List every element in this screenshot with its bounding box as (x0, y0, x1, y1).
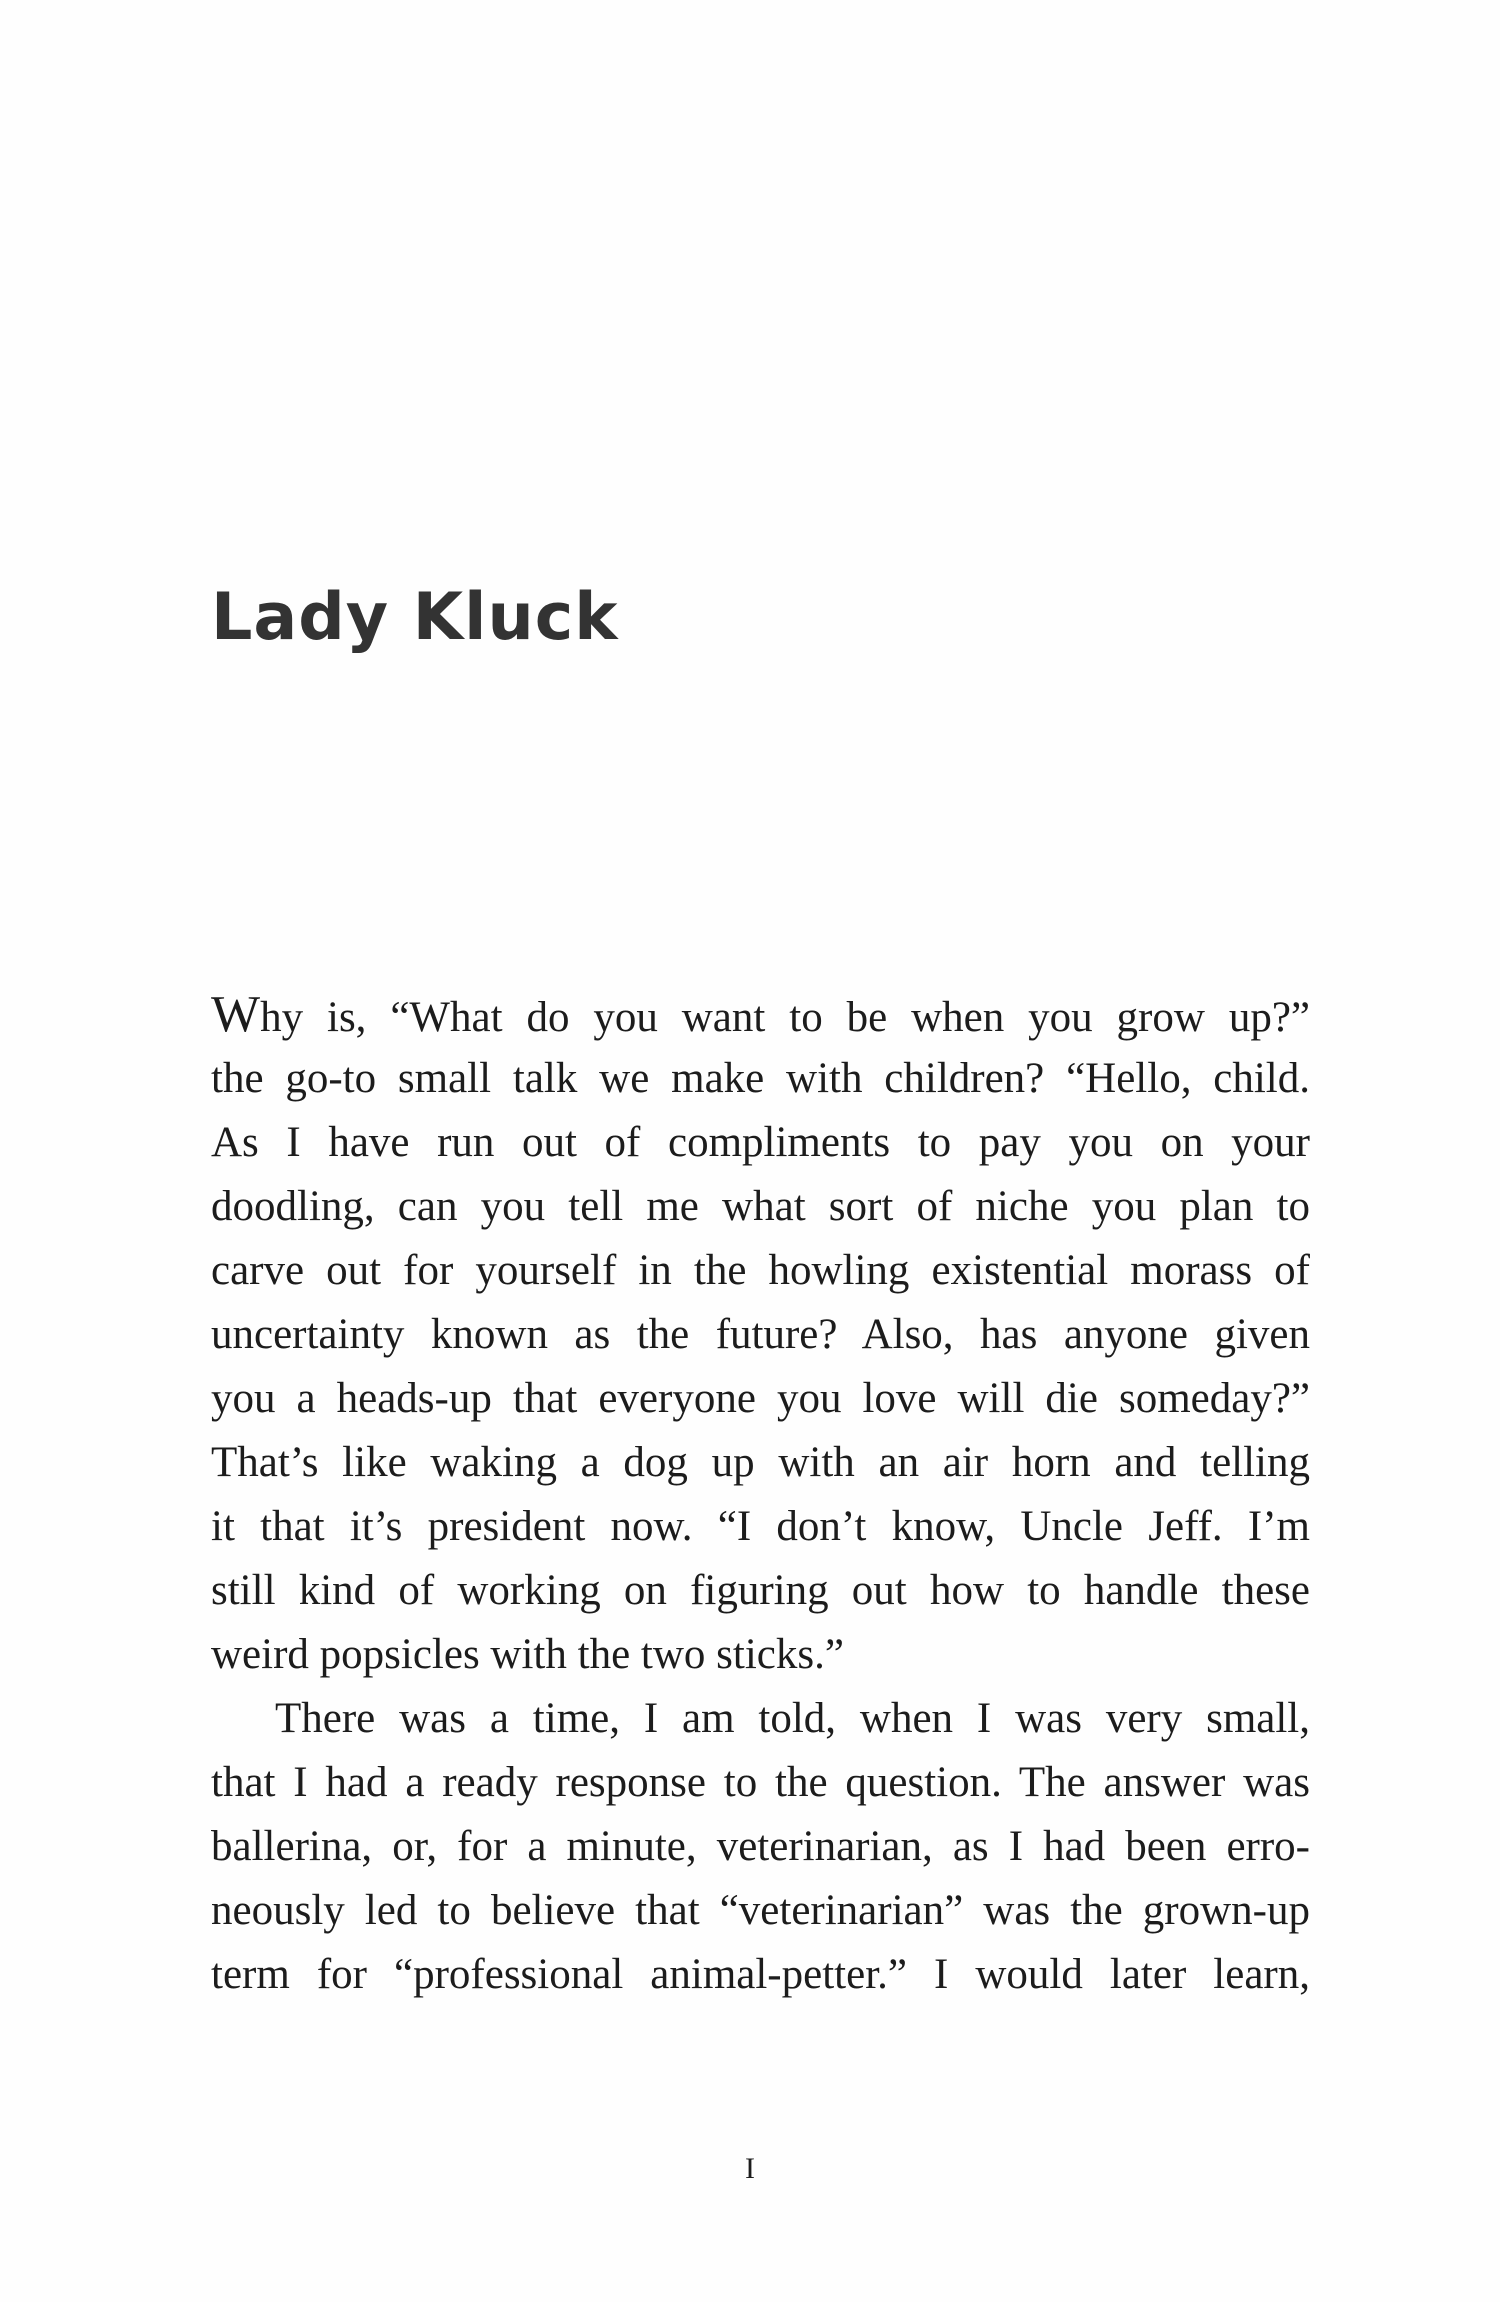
paragraph-1-line-11: weird popsicles with the two sticks.” (211, 1631, 844, 1678)
paragraph-1-line-5: carve out for yourself in the howling existential morass of (211, 1247, 1310, 1294)
page-number: I (745, 2152, 755, 2185)
paragraph-2-line-1: There was a time, I am told, when I was very small, (275, 1695, 1310, 1742)
body-text (211, 983, 1310, 2007)
chapter-title: Lady Kluck (211, 580, 619, 655)
paragraph-1-line-6: uncertainty known as the future? Also, has anyone given (211, 1311, 1310, 1358)
paragraph-1-line-1-text: hy is, “What do you want to be when you grow up?” (260, 994, 1310, 1041)
paragraph-2-line-5: term for “professional animal-petter.” I would later learn, (211, 1951, 1310, 1998)
paragraph-2-line-3: ballerina, or, for a minute, veterinarian, as I had been erro- (211, 1823, 1310, 1870)
paragraph-2-line-4: neously led to believe that “veterinarian” was the grown-up (211, 1887, 1310, 1934)
drop-cap: W (211, 986, 261, 1043)
paragraph-1-line-1 (211, 983, 1310, 1047)
paragraph-1-line-7: you a heads-up that everyone you love will die someday?” (211, 1375, 1310, 1422)
paragraph-1-line-4: doodling, can you tell me what sort of niche you plan to (211, 1183, 1310, 1230)
paragraph-1-line-2: the go-to small talk we make with children? “Hello, child. (211, 1055, 1310, 1102)
paragraph-1-line-9: it that it’s president now. “I don’t know, Uncle Jeff. I’m (211, 1503, 1310, 1550)
paragraph-2-line-2: that I had a ready response to the question. The answer was (211, 1759, 1310, 1806)
paragraph-1-line-8: That’s like waking a dog up with an air horn and telling (211, 1439, 1310, 1486)
paragraph-1-line-10: still kind of working on figuring out how to handle these (211, 1567, 1310, 1614)
paragraph-1-line-3: As I have run out of compliments to pay you on your (211, 1119, 1310, 1166)
